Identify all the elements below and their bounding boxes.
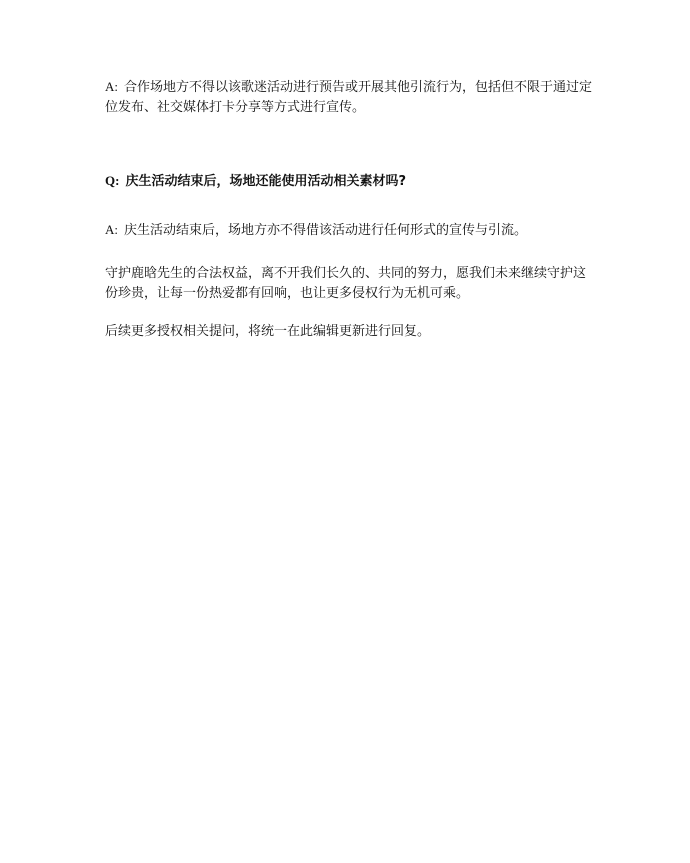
question-label: Q: — [105, 173, 120, 188]
question-text: 庆生活动结束后，场地还能使用活动相关素材吗? — [125, 174, 406, 189]
answer-text: 庆生活动结束后，场地方亦不得借该活动进行任何形式的宣传与引流。 — [124, 223, 528, 238]
question-paragraph-1 — [105, 171, 595, 192]
answer-text: 合作场地方不得以该歌迷活动进行预告或开展其他引流行为，包括但不限于通过定位发布、社交媒体打卡分享等方式进行宣传。 — [105, 80, 593, 115]
update-note: 后续更多授权相关提问，将统一在此编辑更新进行回复。 — [105, 324, 431, 339]
document-body — [105, 77, 595, 342]
closing-paragraph: 守护鹿晗先生的合法权益，离不开我们长久的、共同的努力，愿我们未来继续守护这份珍贵，让每一份热爱都有回响，也让更多侵权行为无机可乘。 — [105, 266, 587, 301]
answer-paragraph-1 — [105, 77, 595, 118]
answer-label: A: — [105, 222, 118, 237]
answer-label: A: — [105, 79, 118, 94]
answer-paragraph-2 — [105, 220, 595, 241]
